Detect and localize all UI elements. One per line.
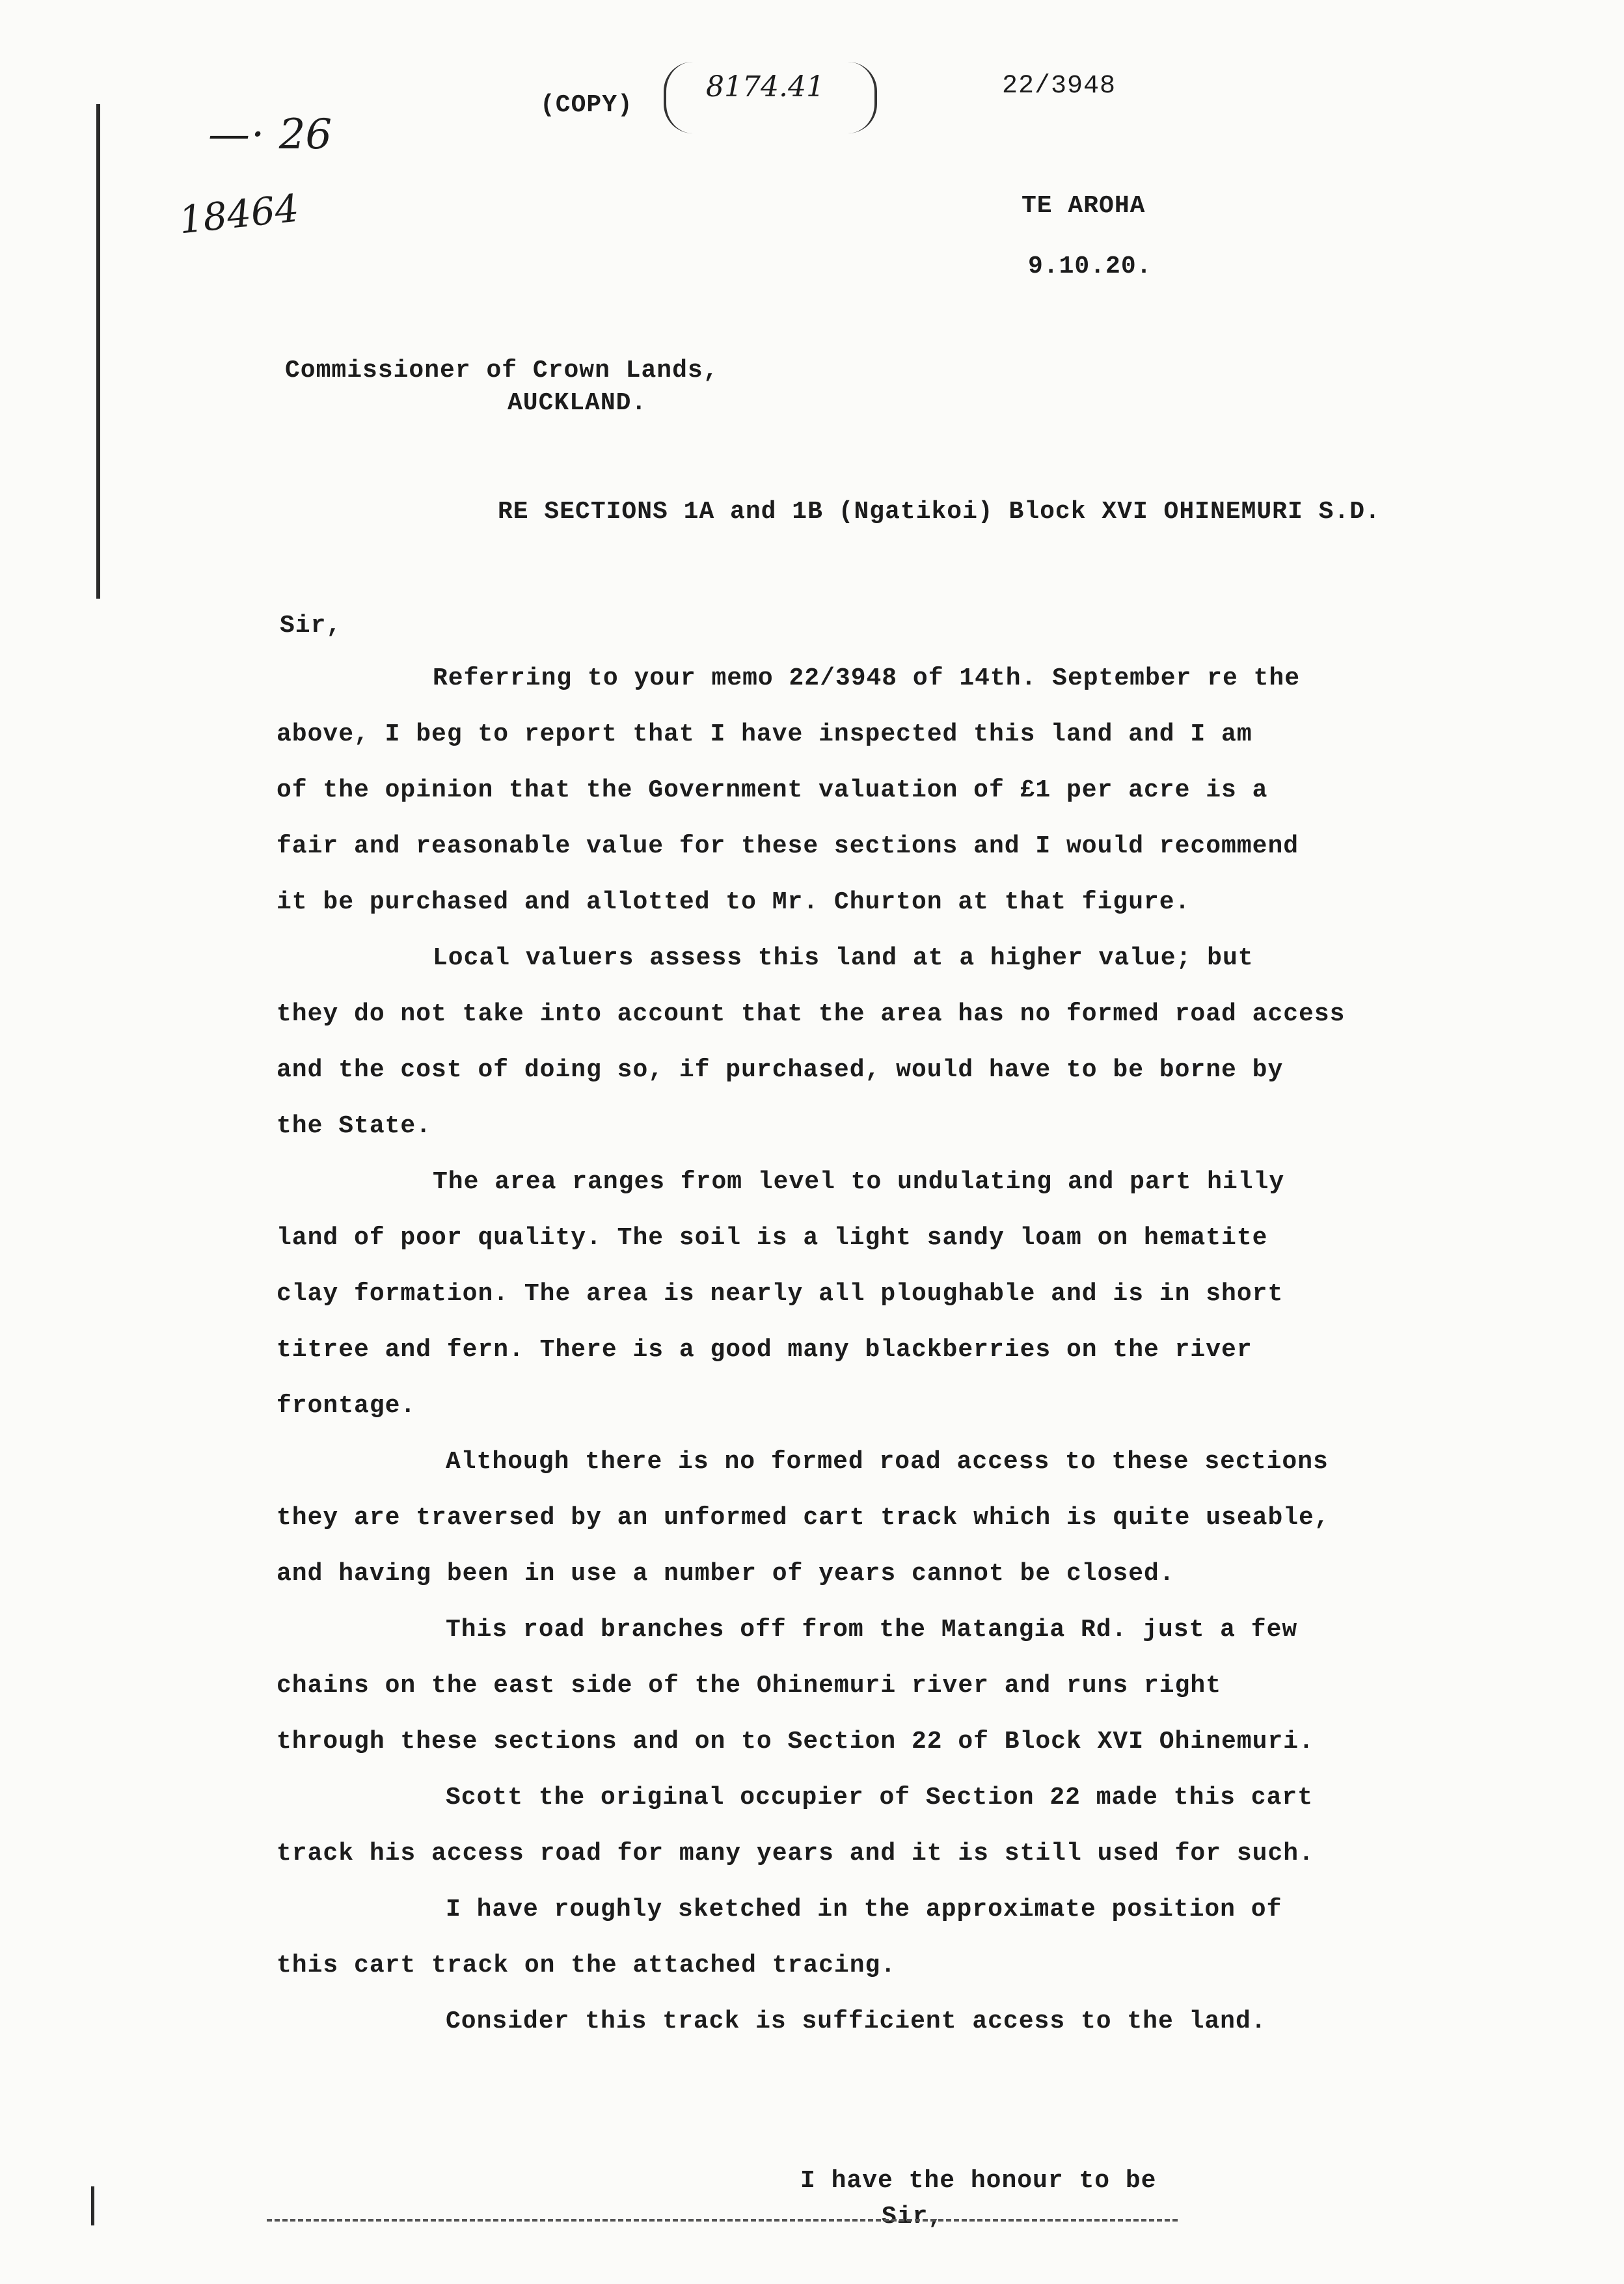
body-line: frontage. <box>277 1392 416 1420</box>
body-line: and the cost of doing so, if purchased, would have to be borne by <box>277 1056 1284 1084</box>
left-margin-mark <box>96 104 100 599</box>
addressee-line-2: AUCKLAND. <box>508 389 647 417</box>
body-line: above, I beg to report that I have inspected this land and I am <box>277 720 1252 748</box>
body-line: Referring to your memo 22/3948 of 14th. September re the <box>433 664 1301 692</box>
file-reference: 22/3948 <box>1002 72 1116 101</box>
closing-line-2: Sir, <box>882 2203 944 2231</box>
body-line: The area ranges from level to undulating and part hilly <box>433 1168 1285 1196</box>
body-line: the State. <box>277 1112 432 1140</box>
bottom-dashed-rule <box>267 2219 1178 2222</box>
body-line: Local valuers assess this land at a higher value; but <box>433 944 1254 972</box>
body-line: they are traversed by an unformed cart track which is quite useable, <box>277 1504 1330 1532</box>
body-line: Although there is no formed road access to these sections <box>446 1448 1329 1476</box>
body-line: This road branches off from the Matangia Rd. just a few <box>446 1616 1298 1644</box>
body-line: fair and reasonable value for these sections and I would recommend <box>277 832 1299 860</box>
body-line: through these sections and on to Section 22 of Block XVI Ohinemuri. <box>277 1728 1314 1756</box>
body-line: Consider this track is sufficient access to the land. <box>446 2007 1267 2035</box>
subject-line: RE SECTIONS 1A and 1B (Ngatikoi) Block XVI OHINEMURI S.D. <box>498 498 1381 526</box>
letter-body <box>277 651 1467 2050</box>
margin-note-1-text: 26 <box>278 111 332 159</box>
body-line: this cart track on the attached tracing. <box>277 1951 897 1979</box>
left-margin-mark-bottom <box>91 2186 94 2225</box>
body-line: land of poor quality. The soil is a light sandy loam on hematite <box>277 1224 1268 1252</box>
copy-label: (COPY) <box>540 91 633 119</box>
body-line: it be purchased and allotted to Mr. Churton at that figure. <box>277 888 1191 916</box>
margin-note-1: —· 26 <box>208 111 332 159</box>
body-line: and having been in use a number of years cannot be closed. <box>277 1560 1175 1588</box>
place: TE AROHA <box>1022 192 1146 220</box>
body-line: track his access road for many years and it is still used for such. <box>277 1840 1314 1868</box>
body-line: they do not take into account that the area has no formed road access <box>277 1000 1346 1028</box>
body-line: chains on the east side of the Ohinemuri river and runs right <box>277 1672 1222 1700</box>
body-line: of the opinion that the Government valuation of £1 per acre is a <box>277 776 1268 804</box>
margin-note-2: 18464 <box>176 185 301 243</box>
body-line: I have roughly sketched in the approximate position of <box>446 1896 1282 1924</box>
body-line: clay formation. The area is nearly all ploughable and is in short <box>277 1280 1284 1308</box>
date: 9.10.20. <box>1028 252 1152 280</box>
salutation: Sir, <box>280 612 342 640</box>
closing-line-1: I have the honour to be <box>800 2167 1157 2195</box>
body-line: Scott the original occupier of Section 22 made this cart <box>446 1784 1314 1812</box>
handwritten-reference: 8174.41 <box>706 70 824 103</box>
addressee-line-1: Commissioner of Crown Lands, <box>285 357 719 385</box>
body-line: titree and fern. There is a good many blackberries on the river <box>277 1336 1252 1364</box>
